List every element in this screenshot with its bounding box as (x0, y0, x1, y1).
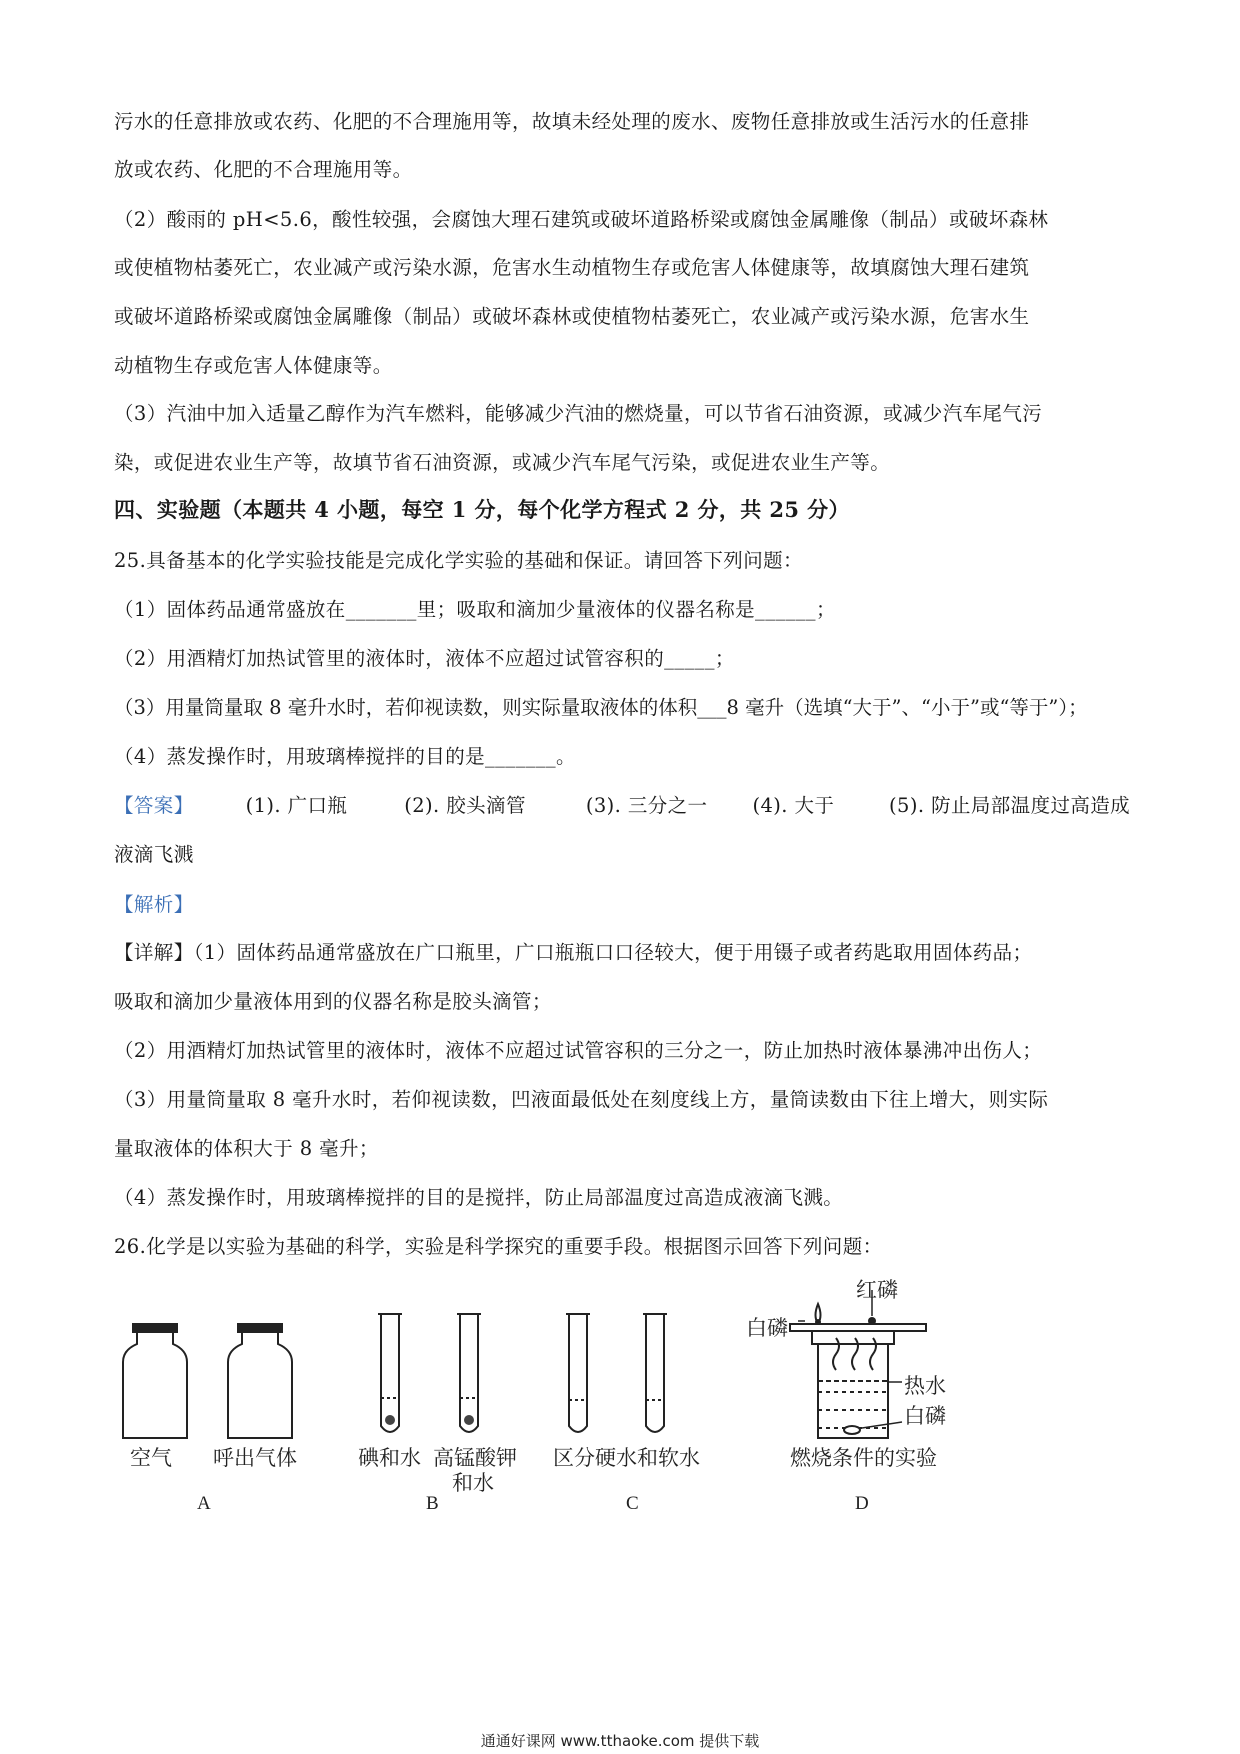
body-line-5: 或破坏道路桥梁或腐蚀金属雕像（制品）或破坏森林或使植物枯萎死亡，农业减产或污染水源，危害水生 (114, 305, 1030, 328)
label-exhaled-gas: 呼出气体 (213, 1446, 297, 1470)
answer-4: (4). 大于 (752, 794, 835, 817)
body-line-3: （2）酸雨的 pH<5.6，酸性较强，会腐蚀大理石建筑或破坏道路桥梁或腐蚀金属雕像（制品）或破坏森林 (114, 208, 1049, 231)
detail-line-6: （4）蒸发操作时，用玻璃棒搅拌的目的是搅拌，防止局部温度过高造成液滴飞溅。 (114, 1186, 844, 1209)
figure-letter-c: C (626, 1493, 639, 1514)
label-red-phosphorus: 红磷 (856, 1278, 898, 1302)
experiment-figure (0, 1270, 1240, 1540)
test-tube-hard-water (566, 1314, 590, 1432)
body-line-6: 动植物生存或危害人体健康等。 (114, 354, 393, 377)
label-combustion-experiment: 燃烧条件的实验 (790, 1446, 937, 1470)
answer-continuation: 液滴飞溅 (114, 843, 194, 866)
q26-stem: 26.化学是以实验为基础的科学，实验是科学探究的重要手段。根据图示回答下列问题： (114, 1235, 883, 1258)
section-heading: 四、实验题（本题共 4 小题，每空 1 分，每个化学方程式 2 分，共 25 分） (114, 497, 850, 522)
figure-letter-a: A (197, 1493, 211, 1514)
label-hot-water: 热水 (904, 1374, 946, 1398)
body-line-4: 或使植物枯萎死亡，农业减产或污染水源，危害水生动植物生存或危害人体健康等，故填腐蚀大理石建筑 (114, 256, 1030, 279)
analysis-tag: 【解析】 (114, 893, 194, 916)
body-line-2: 放或农药、化肥的不合理施用等。 (114, 158, 413, 181)
body-line-7: （3）汽油中加入适量乙醇作为汽车燃料，能够减少汽油的燃烧量，可以节省石油资源，或减少汽车尾气污 (114, 402, 1043, 425)
detail-line-3: （2）用酒精灯加热试管里的液体时，液体不应超过试管容积的三分之一，防止加热时液体暴沸冲出伤人； (114, 1039, 1043, 1062)
answer-1: (1). 广口瓶 (245, 794, 348, 817)
label-white-phosphorus-top: 白磷 (746, 1316, 788, 1340)
figure-letter-d: D (855, 1493, 869, 1514)
answer-3: (3). 三分之一 (585, 794, 708, 817)
q25-part-3: （3）用量筒量取 8 毫升水时，若仰视读数，则实际量取液体的体积___8 毫升（选填“大于”、“小于”或“等于”）； (114, 696, 1088, 719)
body-line-8: 染，或促进农业生产等，故填节省石油资源，或减少汽车尾气污染，或促进农业生产等。 (114, 451, 891, 474)
gas-bottle-air (123, 1324, 187, 1438)
figure-letter-b: B (426, 1493, 439, 1514)
detail-line-5: 量取液体的体积大于 8 毫升； (114, 1137, 379, 1160)
test-tube-iodine (378, 1314, 402, 1432)
label-permanganate: 高锰酸钾 (433, 1446, 517, 1470)
body-line-1: 污水的任意排放或农药、化肥的不合理施用等，故填未经处理的废水、废物任意排放或生活污水的任意排 (114, 110, 1030, 133)
label-hard-soft-water: 区分硬水和软水 (553, 1446, 700, 1470)
page-footer: 通通好课网 www.tthaoke.com 提供下载 (480, 1732, 760, 1750)
q25-stem: 25.具备基本的化学实验技能是完成化学实验的基础和保证。请回答下列问题： (114, 549, 803, 572)
label-air: 空气 (130, 1446, 172, 1470)
label-white-phosphorus-bottom: 白磷 (904, 1404, 946, 1428)
label-iodine-water: 碘和水 (358, 1446, 421, 1470)
answer-5: (5). 防止局部温度过高造成 (889, 794, 1131, 817)
answer-2: (2). 胶头滴管 (404, 794, 526, 817)
q25-part-1: （1）固体药品通常盛放在_______里；吸取和滴加少量液体的仪器名称是______； (114, 598, 836, 621)
test-tube-soft-water (643, 1314, 667, 1432)
detail-line-1: 【详解】（1）固体药品通常盛放在广口瓶里，广口瓶瓶口口径较大，便于用镊子或者药匙取用固体药品； (114, 941, 1033, 964)
test-tube-permanganate (457, 1314, 481, 1432)
q25-part-2: （2）用酒精灯加热试管里的液体时，液体不应超过试管容积的_____； (114, 647, 735, 670)
gas-bottle-exhaled (228, 1324, 292, 1438)
answer-tag: 【答案】 (114, 794, 194, 817)
label-and-water: 和水 (452, 1471, 494, 1495)
detail-line-2: 吸取和滴加少量液体用到的仪器名称是胶头滴管； (114, 990, 552, 1013)
q25-answer-row (114, 790, 1130, 818)
q25-part-4: （4）蒸发操作时，用玻璃棒搅拌的目的是_______。 (114, 745, 576, 768)
detail-line-4: （3）用量筒量取 8 毫升水时，若仰视读数，凹液面最低处在刻度线上方，量筒读数由下往上增大，则实际 (114, 1088, 1049, 1111)
